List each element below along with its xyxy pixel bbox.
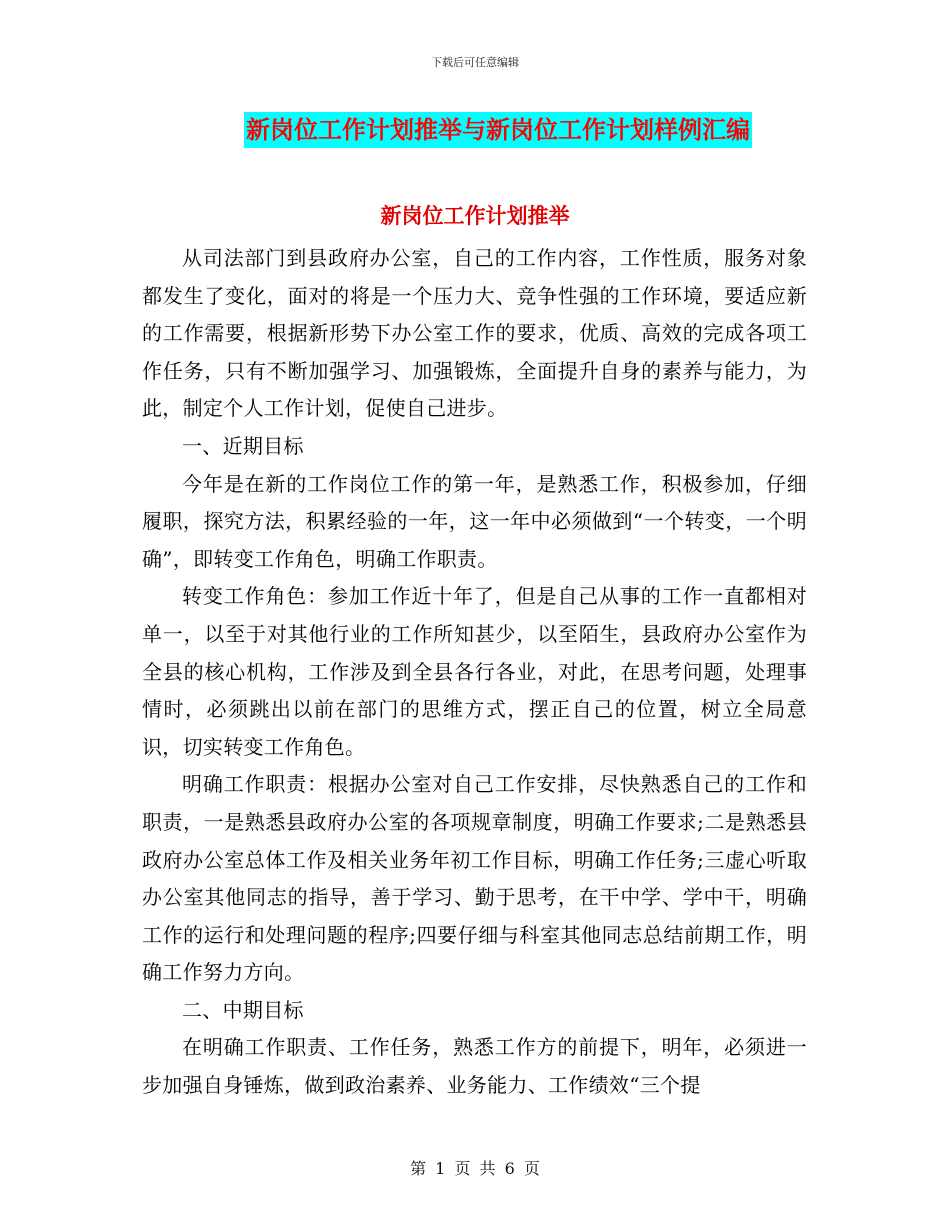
paragraph-mid-term: 在明确工作职责、工作任务，熟悉工作方的前提下，明年，必须进一步加强自身锤炼，做到政治素养、业务能力、工作绩效“三个提 [142,1035,807,1098]
page-header-note: 下载后可任意编辑 [431,56,519,69]
page-footer-number: 第 1 页 共 6 页 [410,1159,540,1178]
section-title: 新岗位工作计划推举 [380,203,570,228]
paragraph-role-change: 转变工作角色：参加工作近十年了，但是自己从事的工作一直都相对单一，以至于对其他行业的工作所知甚少，以至陌生，县政府办公室作为全县的核心机构，工作涉及到全县各行各业，对此，在思考问题，处理事情时，必须跳出以前在部门的思维方式，摆正自己的位置，树立全局意识，切实转变工作角色。 [142,584,807,759]
document-body [142,240,807,1105]
heading-mid-term-goals: 二、中期目标 [182,997,304,1022]
paragraph-first-year: 今年是在新的工作岗位工作的第一年，是熟悉工作，积极参加，仔细履职，探究方法，积累经验的一年，这一年中必须做到“一个转变，一个明确”，即转变工作角色，明确工作职责。 [142,471,807,571]
document-title: 新岗位工作计划推举与新岗位工作计划样例汇编 [244,112,752,148]
heading-near-term-goals: 一、近期目标 [182,433,304,458]
paragraph-duties: 明确工作职责：根据办公室对自己工作安排，尽快熟悉自己的工作和职责，一是熟悉县政府办公室的各项规章制度，明确工作要求;二是熟悉县政府办公室总体工作及相关业务年初工作目标，明确工作任务;三虚心听取办公室其他同志的指导，善于学习、勤于思考，在干中学、学中干，明确工作的运行和处理问题的程序;四要仔细与科室其他同志总结前期工作，明确工作努力方向。 [142,772,807,985]
document-title-wrapper [0,112,950,148]
paragraph-intro: 从司法部门到县政府办公室，自己的工作内容，工作性质，服务对象都发生了变化，面对的将是一个压力大、竞争性强的工作环境，要适应新的工作需要，根据新形势下办公室工作的要求，优质、高效的完成各项工作任务，只有不断加强学习、加强锻炼，全面提升自身的素养与能力，为此，制定个人工作计划，促使自己进步。 [142,246,807,421]
